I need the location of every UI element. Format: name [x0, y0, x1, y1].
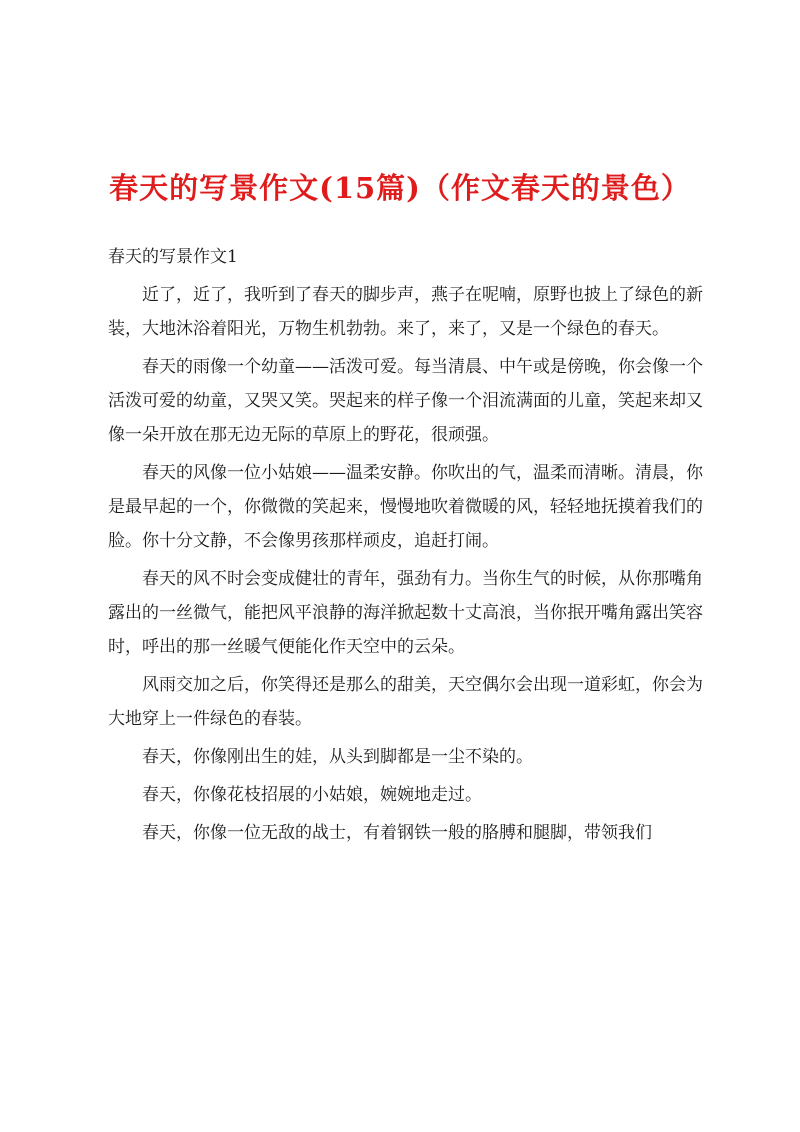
paragraph: 春天的风不时会变成健壮的青年，强劲有力。当你生气的时候，从你那嘴角露出的一丝微气，能把风平浪静的海洋掀起数十丈高浪，当你抿开嘴角露出笑容时，呼出的那一丝暖气便能化作天空中的云朵。	[108, 569, 703, 657]
document-title: 春天的写景作文(15篇)（作文春天的景色）	[109, 171, 691, 205]
paragraph: 春天，你像花枝招展的小姑娘，婉婉地走过。	[142, 785, 482, 805]
paragraph: 春天的雨像一个幼童——活泼可爱。每当清晨、中午或是傍晚，你会像一个活泼可爱的幼童，又哭又笑。哭起来的样子像一个泪流满面的儿童，笑起来却又像一朵开放在那无边无际的草原上的野花，很顽强。	[108, 357, 703, 445]
paragraph: 春天，你像刚出生的娃，从头到脚都是一尘不染的。	[142, 747, 533, 767]
paragraph: 风雨交加之后，你笑得还是那么的甜美，天空偶尔会出现一道彩虹，你会为大地穿上一件绿色的春装。	[108, 675, 703, 729]
paragraph: 近了，近了，我听到了春天的脚步声，燕子在呢喃，原野也披上了绿色的新装，大地沐浴着阳光，万物生机勃勃。来了，来了，又是一个绿色的春天。	[108, 285, 703, 339]
document-body	[108, 240, 703, 854]
section-title: 春天的写景作文1	[108, 247, 238, 267]
paragraph: 春天的风像一位小姑娘——温柔安静。你吹出的气，温柔而清晰。清晨，你是最早起的一个，你微微的笑起来，慢慢地吹着微暖的风，轻轻地抚摸着我们的脸。你十分文静，不会像男孩那样顽皮，追赶打闹。	[108, 463, 703, 551]
paragraph: 春天，你像一位无敌的战士，有着钢铁一般的胳膊和腿脚，带领我们	[142, 823, 652, 843]
